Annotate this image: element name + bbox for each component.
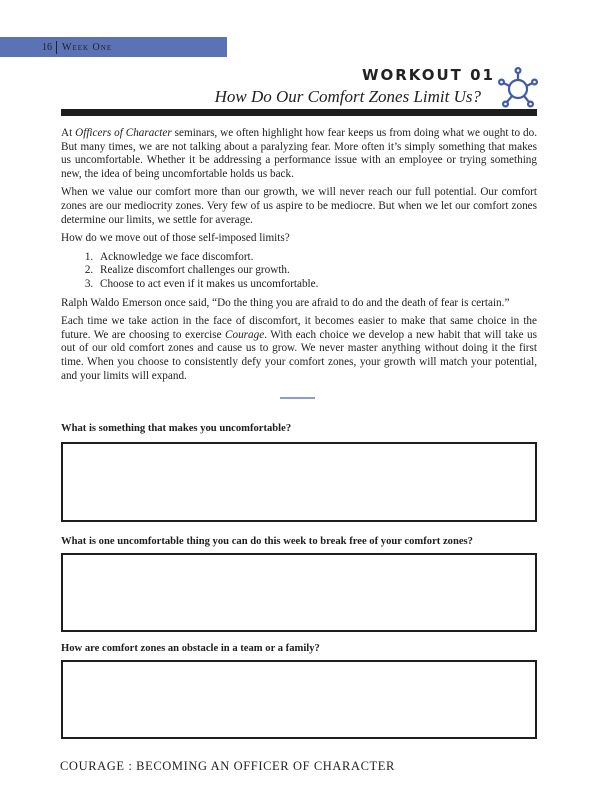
question-label-3: How are comfort zones an obstacle in a team or a family? <box>61 643 320 654</box>
answer-field-2[interactable] <box>61 553 537 632</box>
section-label: Week One <box>62 41 113 53</box>
page-number: 16 <box>42 41 52 53</box>
list-item: 2. Realize discomfort challenges our growth. <box>96 264 537 278</box>
network-hub-icon <box>498 66 538 108</box>
steps-list <box>61 251 537 292</box>
text: At <box>61 127 76 139</box>
article-body <box>61 127 537 388</box>
text: seminars, we often highlight how fear keeps us from doing what we ought to do. But many times, we are not talking about a paralyzing fear. More often it’s simply something that makes us uncomfortable. Whether it be addressing a performance issue with an employee or trying something new, the idea of being uncomfortable holds us back. <box>61 127 537 180</box>
list-item: 1. Acknowledge we face discomfort. <box>96 251 537 265</box>
emphasis-officers-of-character: Officers of Character <box>75 127 172 139</box>
text: . With each choice we develop a new habit that will take us out of our old comfort zones and cause us to grow. We never master anything without doing it the first time. When you choose to consistently defy your comfort zones, your growth will match your potential, and your limits will expand. <box>61 328 537 382</box>
emphasis-courage: Courage <box>225 328 265 341</box>
workout-title: How Do Our Comfort Zones Limit Us? <box>214 87 481 106</box>
paragraph-comfort: When we value our comfort more than our growth, we will never reach our full potential. Our comfort zones are our mediocrity zones. Very few of us aspire to be mediocre. But when we let our comfort zones determine our limits, we settle for average. <box>61 186 537 226</box>
paragraph-intro <box>61 127 537 181</box>
workout-label: WORKOUT 01 <box>361 66 495 84</box>
section-divider <box>280 397 315 399</box>
answer-field-1[interactable] <box>61 442 537 522</box>
paragraph-question: How do we move out of those self-imposed limits? <box>61 232 290 245</box>
paragraph-quote: Ralph Waldo Emerson once said, “Do the thing you are afraid to do and the death of fear is certain.” <box>61 296 510 309</box>
list-item: 3. Choose to act even if it makes us uncomfortable. <box>96 278 537 292</box>
question-label-2: What is one uncomfortable thing you can do this week to break free of your comfort zones? <box>61 536 473 547</box>
question-label-1: What is something that makes you uncomfortable? <box>61 423 292 434</box>
title-rule <box>61 109 537 116</box>
header-band <box>0 37 227 57</box>
answer-field-3[interactable] <box>61 660 537 739</box>
footer-title: COURAGE : BECOMING AN OFFICER OF CHARACTER <box>60 759 395 773</box>
text: Each time we take action in the face of discomfort, it becomes easier to make that same choice in the future. We are choosing to exercise <box>61 315 537 341</box>
paragraph-conclusion <box>61 315 537 383</box>
header-divider <box>56 41 57 54</box>
